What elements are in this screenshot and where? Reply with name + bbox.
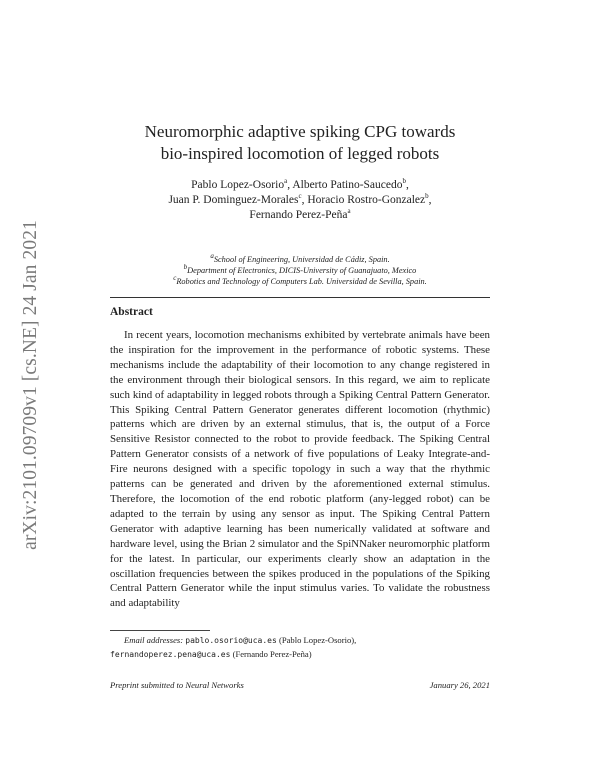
affiliation-mark: c [173, 274, 177, 283]
author-affil-mark: c [298, 192, 302, 201]
affiliation-text: Department of Electronics, DICIS-University of Guanajuato, Mexico [187, 266, 417, 275]
author-affil-mark: a [347, 207, 351, 216]
author-line-3 [100, 208, 500, 223]
author-list [100, 178, 500, 223]
author-line-1 [100, 178, 500, 193]
author-affil-mark: a [284, 177, 288, 186]
email-owner: (Fernando Perez-Peña) [232, 648, 312, 659]
affiliation-mark: b [183, 263, 188, 272]
email-address[interactable]: fernandoperez.pena@uca.es [110, 649, 231, 659]
author-name: Juan P. Dominguez-Morales [168, 194, 299, 206]
author-name: Fernando Perez-Peña [249, 209, 348, 221]
author-name: Pablo Lopez-Osorio [191, 179, 285, 191]
footnote-rule [110, 630, 210, 631]
abstract-body: In recent years, locomotion mechanisms exhibited by vertebrate animals have been the inspiration for the improvement in the performance of robotic systems. These mechanisms include the adaptability of their locomotion to any change registered in the environment through their biological sensors. In this regard, we aim to replicate such kind of adaptability in legged robots through a Spiking Central Pattern Generator. This Spiking Central Pattern Generator generates different locomotion (rhythmic) patterns which are driven by an external stimulus, that is, the output of a Force Sensitive Resistor connected to the robot to provide feedback. The Spiking Central Pattern Generator consists of a network of five populations of Leaky Integrate-and-Fire neurons designed with a specific topology in such a way that the rhythmic patterns can be generated and driven by the aforementioned external stimulus. Therefore, the locomotion of the end robotic platform (any-legged robot) can be adapted to the terrain by using any sensor as input. The Spiking Central Pattern Generator with adaptive learning has been numerically validated at software and hardware level, using the Brian 2 simulator and the SpiNNaker neuromorphic platform for the latest. In particular, our experiments clearly show an adaptation in the oscillation frequencies between the spikes produced in the populations of the Spiking Central Pattern Generator while the input stimulus varies. To validate the robustness and adaptability [110, 329, 490, 610]
email-address[interactable]: pablo.osorio@uca.es [185, 636, 277, 645]
affiliation-mark: a [210, 252, 214, 261]
arxiv-identifier-stamp [18, 210, 44, 560]
affiliation-item [100, 254, 500, 265]
affiliation-item [100, 265, 500, 276]
author-separator: , [428, 194, 432, 206]
footnote-line-1 [110, 634, 490, 648]
email-owner: (Pablo Lopez-Osorio), [278, 635, 357, 645]
footnote-line-2 [110, 648, 490, 662]
author-separator: , [301, 194, 308, 206]
author-line-2 [100, 193, 500, 208]
paper-title [100, 121, 500, 165]
arxiv-identifier-text: arXiv:2101.09709v1 [cs.NE] 24 Jan 2021 [20, 220, 41, 550]
title-line-2: bio-inspired locomotion of legged robots [160, 144, 440, 163]
affiliation-list [100, 254, 500, 287]
affiliation-text: Robotics and Technology of Computers Lab. Universidad de Sevilla, Spain. [176, 277, 427, 286]
author-name: Horacio Rostro-Gonzalez [307, 194, 426, 206]
email-footnote [110, 634, 490, 661]
abstract-heading: Abstract [110, 306, 153, 318]
preprint-date: January 26, 2021 [429, 680, 490, 690]
author-affil-mark: b [402, 177, 406, 186]
title-line-1: Neuromorphic adaptive spiking CPG towards [144, 122, 456, 141]
abstract-top-rule [110, 297, 490, 298]
email-label: Email addresses: [124, 635, 184, 645]
preprint-note: Preprint submitted to Neural Networks [110, 680, 244, 690]
author-affil-mark: b [425, 192, 429, 201]
affiliation-text: School of Engineering, Universidad de Cádiz, Spain. [213, 255, 390, 264]
author-name: Alberto Patino-Saucedo [292, 179, 403, 191]
affiliation-item [100, 276, 500, 287]
author-separator: , [287, 179, 293, 191]
author-separator: , [406, 179, 409, 191]
